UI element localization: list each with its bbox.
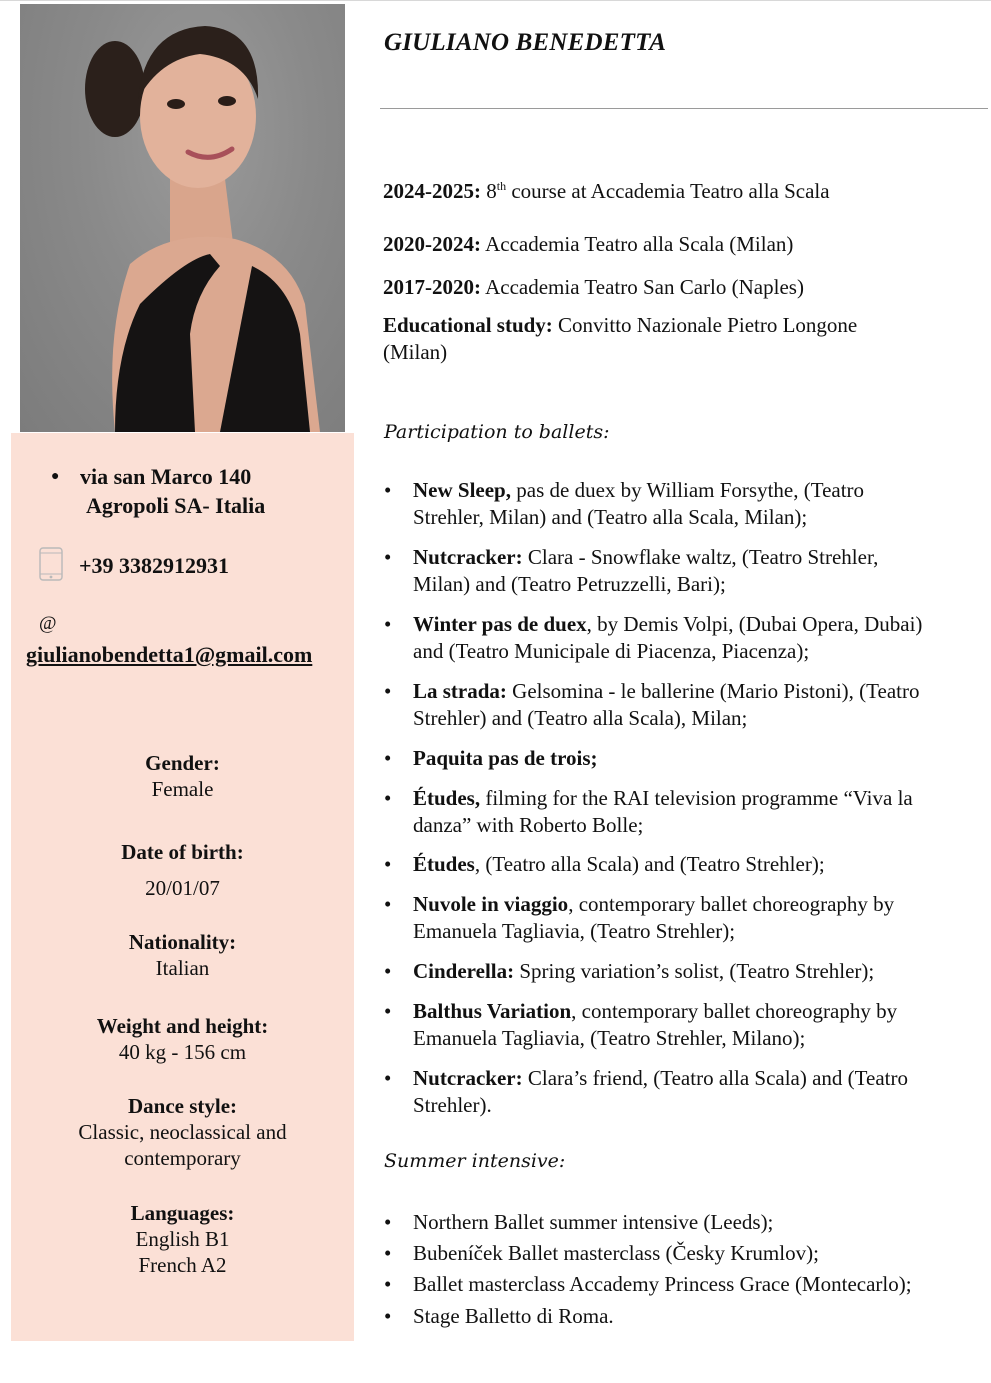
education-entry [383, 178, 943, 205]
ballet-details: Gelsomina - le ballerine (Mario Pistoni), (Teatro [506, 679, 920, 703]
dance-style-label: Dance style: [127, 1094, 238, 1118]
summer-section-title: Summer intensive: [384, 1150, 566, 1172]
summer-item-text: Northern Ballet summer intensive (Leeds); [413, 1210, 774, 1234]
bullet: • [384, 679, 392, 703]
phone-icon [38, 547, 64, 581]
bullet: • [384, 545, 392, 569]
ballet-details-line2: Strehler). [413, 1093, 492, 1117]
portrait-illustration [20, 4, 345, 432]
dance-style-block [11, 1093, 354, 1171]
languages-label: Languages: [130, 1201, 235, 1225]
ballet-details-line2: Milan) and (Teatro Petruzzelli, Bari); [413, 572, 726, 596]
ballet-details-line2: Strehler) and (Teatro alla Scala), Milan; [413, 706, 748, 730]
dance-style-value: Classic, neoclassical and [78, 1120, 287, 1144]
nationality-label: Nationality: [128, 930, 237, 954]
address-line-1: via san Marco 140 [80, 464, 252, 489]
ballet-details-line2: and (Teatro Municipale di Piacenza, Piacenza); [413, 639, 810, 663]
ballet-title: Nutcracker: [413, 545, 523, 569]
education-text: course at Accademia Teatro alla Scala [511, 179, 830, 203]
bullet: • [384, 1304, 392, 1328]
education-text: Accademia Teatro alla Scala (Milan) [485, 232, 794, 256]
bullet: • [384, 999, 392, 1023]
education-text-line2: (Milan) [383, 340, 448, 364]
ballets-section-title: Participation to ballets: [384, 421, 610, 443]
bullet: • [384, 1210, 392, 1234]
education-ordinal: 8 [486, 179, 497, 203]
gender-block [11, 750, 354, 802]
education-label: Educational study: [383, 313, 553, 337]
summer-item-text: Ballet masterclass Accademy Princess Grace (Montecarlo); [413, 1272, 912, 1296]
dob-value: 20/01/07 [145, 876, 220, 900]
education-entry [383, 231, 943, 258]
ballet-title: Nuvole in viaggio [413, 892, 569, 916]
education-text: Convitto Nazionale Pietro Longone [558, 313, 858, 337]
nationality-value: Italian [155, 956, 210, 980]
ballet-details: , contemporary ballet choreography by [571, 999, 898, 1023]
top-border [0, 0, 991, 1]
phone-number[interactable]: +39 3382912931 [79, 553, 230, 578]
ballet-details: Spring variation’s solist, (Teatro Strehler); [514, 959, 875, 983]
ballet-title: New Sleep, [413, 478, 511, 502]
bullet: • [384, 612, 392, 636]
bullet: • [384, 478, 392, 502]
ballet-details: Clara’s friend, (Teatro alla Scala) and (Teatro [522, 1066, 908, 1090]
ballet-title: Winter pas de duex [413, 612, 587, 636]
ballet-details: , contemporary ballet choreography by [568, 892, 895, 916]
ballet-details-line2: Emanuela Tagliavia, (Teatro Strehler, Milano); [413, 1026, 806, 1050]
education-entry [383, 274, 943, 301]
gender-label: Gender: [145, 751, 220, 775]
weight-height-block [11, 1013, 354, 1065]
personal-info-panel [11, 433, 354, 1341]
dance-style-value-line2: contemporary [124, 1146, 241, 1170]
ballet-title: Études, [413, 786, 481, 810]
education-label: 2017-2020: [383, 275, 481, 299]
language-item: English B1 [135, 1227, 230, 1251]
ballet-title: Balthus Variation [413, 999, 572, 1023]
bullet: • [384, 746, 392, 770]
bullet: • [384, 1241, 392, 1265]
profile-photo [20, 4, 345, 432]
ballet-details-line2: danza” with Roberto Bolle; [413, 813, 644, 837]
ballet-details: Clara - Snowflake waltz, (Teatro Strehler, [522, 545, 879, 569]
education-entry [383, 312, 943, 366]
bullet: • [384, 852, 392, 876]
languages-block [11, 1200, 354, 1278]
ballet-title: Paquita pas de trois; [413, 746, 598, 770]
ballet-details: pas de duex by William Forsythe, (Teatro [511, 478, 865, 502]
bullet: • [384, 1066, 392, 1090]
education-text: Accademia Teatro San Carlo (Naples) [485, 275, 804, 299]
ballet-title: Cinderella: [413, 959, 515, 983]
bullet: • [384, 892, 392, 916]
ballet-details: , (Teatro alla Scala) and (Teatro Strehler); [474, 852, 825, 876]
ballet-details-line2: Emanuela Tagliavia, (Teatro Strehler); [413, 919, 736, 943]
dob-block [11, 839, 354, 901]
candidate-name: GIULIANO BENEDETTA [384, 29, 667, 56]
ballet-title: La strada: [413, 679, 507, 703]
ballet-details: filming for the RAI television programme “Viva la [480, 786, 913, 810]
summer-item-text: Stage Balletto di Roma. [413, 1304, 614, 1328]
nationality-block [11, 929, 354, 981]
bullet: • [384, 1272, 392, 1296]
education-label: 2020-2024: [383, 232, 481, 256]
weight-height-label: Weight and height: [96, 1014, 269, 1038]
ballet-title: Nutcracker: [413, 1066, 523, 1090]
address-line-2: Agropoli SA- Italia [86, 493, 266, 518]
summer-item-text: Bubeníček Ballet masterclass (Česky Krumlov); [413, 1241, 819, 1265]
email-link[interactable]: giulianobendetta1@gmail.com [26, 642, 313, 667]
ballet-title: Études [413, 852, 475, 876]
at-icon: @ [39, 613, 57, 634]
gender-value: Female [151, 777, 214, 801]
ballet-details-line2: Strehler, Milan) and (Teatro alla Scala, Milan); [413, 505, 808, 529]
education-label: 2024-2025: [383, 179, 481, 203]
language-item: French A2 [138, 1253, 227, 1277]
ballet-details: , by Demis Volpi, (Dubai Opera, Dubai) [586, 612, 923, 636]
bullet: • [384, 959, 392, 983]
bullet: • [384, 786, 392, 810]
address-bullet-icon: ● [51, 469, 60, 484]
weight-height-value: 40 kg - 156 cm [118, 1040, 247, 1064]
header-divider [380, 108, 988, 109]
education-ordinal-suffix: th [496, 179, 507, 193]
dob-label: Date of birth: [121, 840, 244, 864]
